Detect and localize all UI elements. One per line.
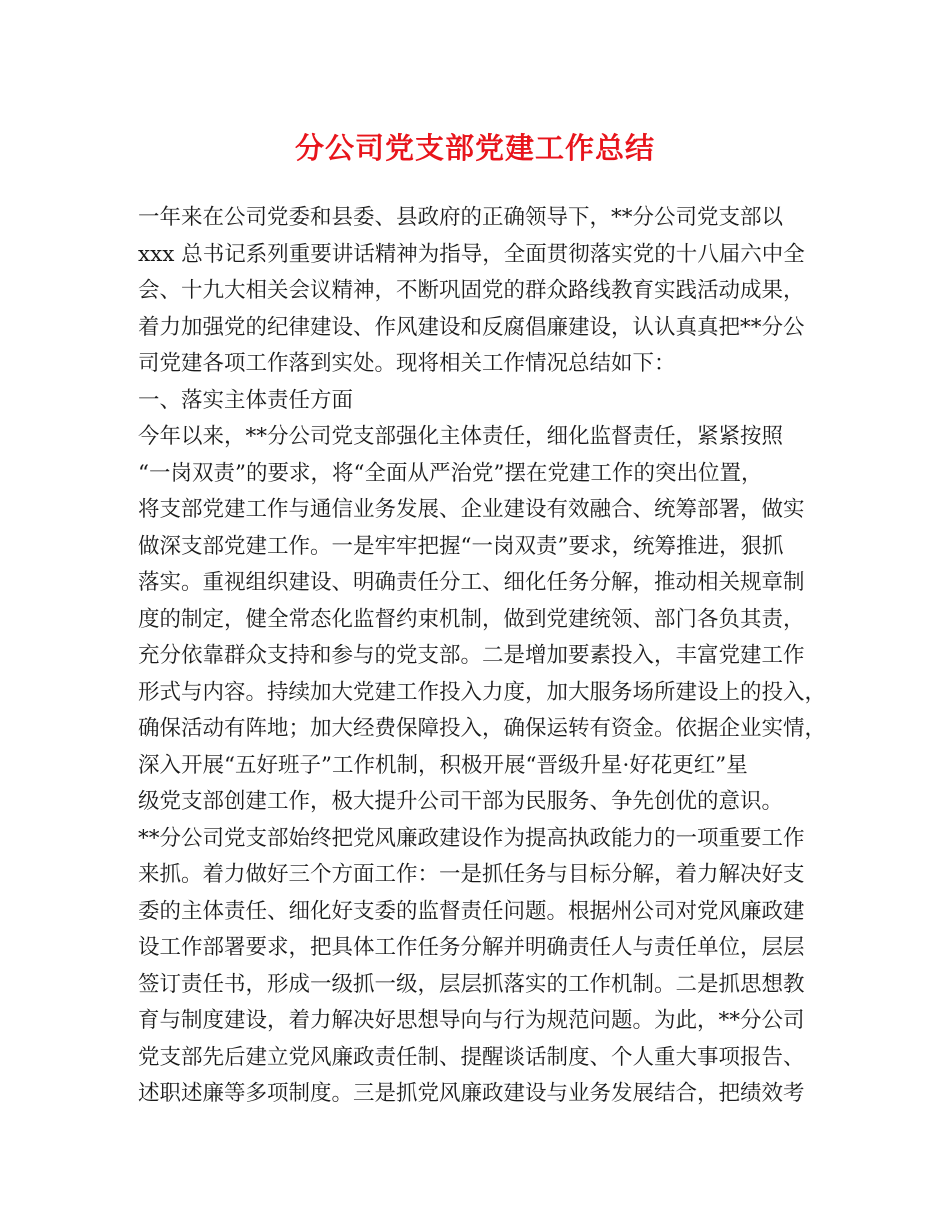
body-text-line: 确保活动有阵地；加大经费保障投入，确保运转有资金。依据企业实情， <box>138 716 827 741</box>
document-body <box>138 200 827 1113</box>
body-text-line: 司党建各项工作落到实处。现将相关工作情况总结如下： <box>138 351 676 376</box>
body-text-line: 会、十九大相关会议精神，不断巩固党的群众路线教育实践活动成果， <box>138 278 805 303</box>
body-text-line: 设工作部署要求，把具体工作任务分解并明确责任人与责任单位，层层 <box>138 935 805 960</box>
body-text-line: “一岗双责”的要求，将“全面从严治党”摆在党建工作的突出位置， <box>138 460 763 486</box>
body-text-line: 将支部党建工作与通信业务发展、企业建设有效融合、统筹部署，做实 <box>138 497 805 522</box>
body-text-line: **分公司党支部始终把党风廉政建设作为提高执政能力的一项重要工作 <box>138 825 805 851</box>
section-heading: 一、落实主体责任方面 <box>138 387 354 413</box>
body-text-line: xxx 总书记系列重要讲话精神为指导，全面贯彻落实党的十八届六中全 <box>138 241 805 267</box>
body-text-line: 深入开展“五好班子”工作机制，积极开展“晋级升星·好花更红”星 <box>138 752 748 778</box>
body-text-line: 述职述廉等多项制度。三是抓党风廉政建设与业务发展结合，把绩效考 <box>138 1081 805 1106</box>
body-text-line: 委的主体责任、细化好支委的监督责任问题。根据州公司对党风廉政建 <box>138 898 805 924</box>
body-text-line: 签订责任书，形成一级抓一级，层层抓落实的工作机制。二是抓思想教 <box>138 971 805 997</box>
body-text-line: 充分依靠群众支持和参与的党支部。二是增加要素投入，丰富党建工作 <box>138 643 805 668</box>
body-text-line: 来抓。着力做好三个方面工作：一是抓任务与目标分解，着力解决好支 <box>138 862 805 887</box>
body-text-line: 落实。重视组织建设、明确责任分工、细化任务分解，推动相关规章制 <box>138 570 805 595</box>
body-text-line: 育与制度建设，着力解决好思想导向与行为规范问题。为此，**分公司 <box>138 1008 805 1033</box>
body-text-line: 党支部先后建立党风廉政责任制、提醒谈话制度、个人重大事项报告、 <box>138 1044 805 1070</box>
document-title: 分公司党支部党建工作总结 <box>294 131 655 165</box>
body-text-line: 一年来在公司党委和县委、县政府的正确领导下，**分公司党支部以 <box>138 205 784 230</box>
body-text-line: 度的制定，健全常态化监督约束机制，做到党建统领、部门各负其责， <box>138 606 805 632</box>
body-text-line: 做深支部党建工作。一是牢牢把握“一岗双责”要求，统筹推进，狠抓 <box>138 533 784 559</box>
body-text-line: 着力加强党的纪律建设、作风建设和反腐倡廉建设，认认真真把**分公 <box>138 314 805 340</box>
body-text-line: 今年以来，**分公司党支部强化主体责任，细化监督责任，紧紧按照 <box>138 424 784 449</box>
body-text-line: 级党支部创建工作，极大提升公司干部为民服务、争先创优的意识。 <box>138 789 784 814</box>
body-text-line: 形式与内容。持续加大党建工作投入力度，加大服务场所建设上的投入， <box>138 679 827 705</box>
